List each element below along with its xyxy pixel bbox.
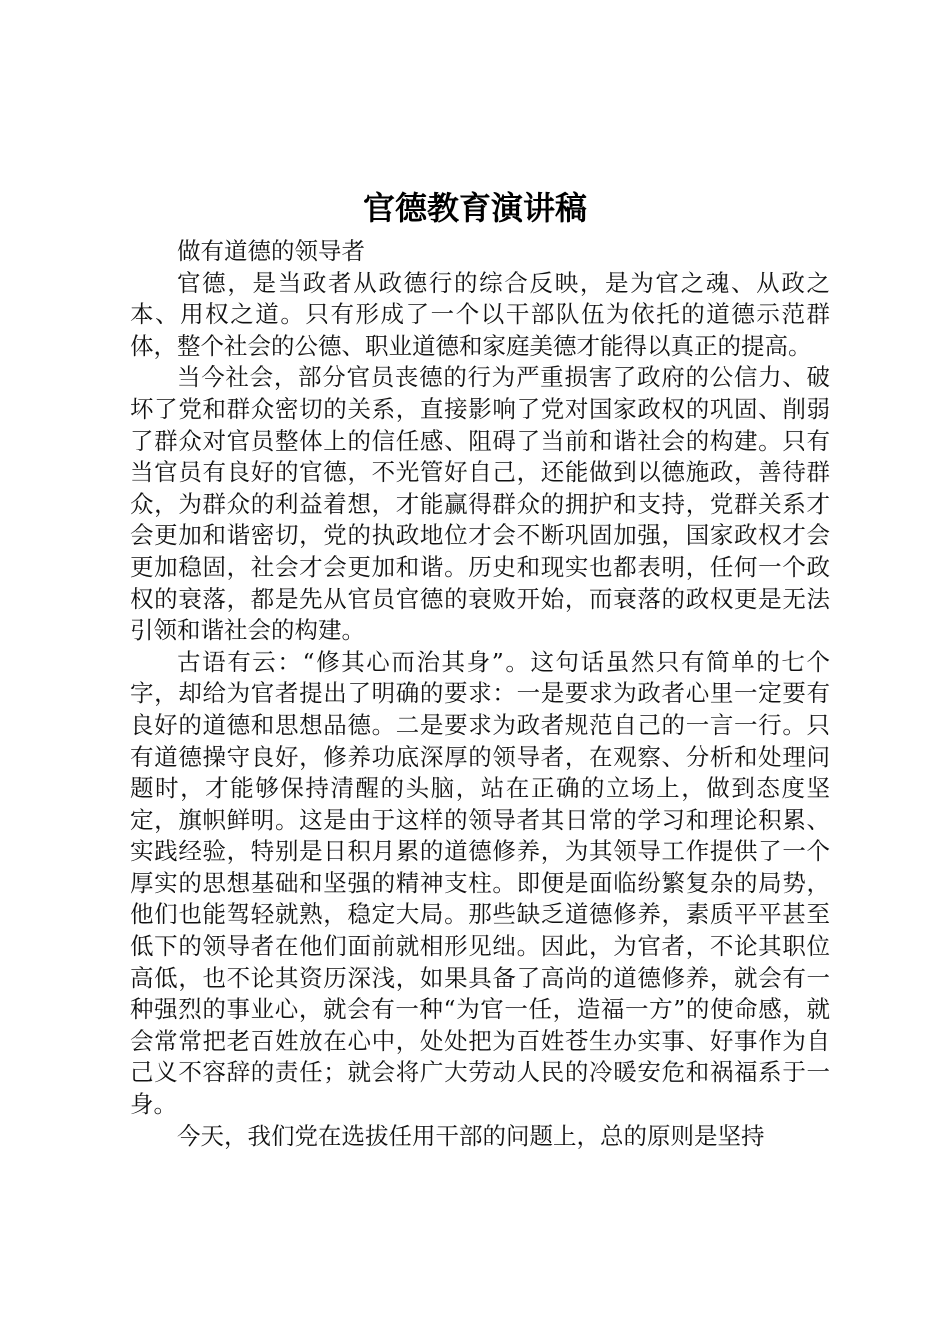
paragraph: 当今社会，部分官员丧德的行为严重损害了政府的公信力、破坏了党和群众密切的关系，直接影响了党对国家政权的巩固、削弱了群众对官员整体上的信任感、阻碍了当前和谐社会的构建。只有当官员有良好的官德，不光管好自己，还能做到以德施政，善待群众，为群众的利益着想，才能赢得群众的拥护和支持，党群关系才会更加和谐密切，党的执政地位才会不断巩固加强，国家政权才会更加稳固，社会才会更加和谐。历史和现实也都表明，任何一个政权的衰落，都是先从官员官德的衰败开始，而衰落的政权更是无法引领和谐社会的构建。 bbox=[130, 363, 830, 645]
paragraph: 官德，是当政者从政德行的综合反映，是为官之魂、从政之本、用权之道。只有形成了一个以干部队伍为依托的道德示范群体，整个社会的公德、职业道德和家庭美德才能得以真正的提高。 bbox=[130, 268, 830, 360]
document-subtitle: 做有道德的领导者 bbox=[177, 237, 365, 265]
document-title: 官德教育演讲稿 bbox=[362, 189, 587, 227]
document-body bbox=[130, 236, 830, 1152]
paragraph: 古语有云：“修其心而治其身”。这句话虽然只有简单的七个字，却给为官者提出了明确的要求：一是要求为政者心里一定要有良好的道德和思想品德。二是要求为政者规范自己的一言一行。只有道德操守良好，修养功底深厚的领导者，在观察、分析和处理问题时，才能够保持清醒的头脑，站在正确的立场上，做到态度坚定，旗帜鲜明。这是由于这样的领导者其日常的学习和理论积累、实践经验，特别是日积月累的道德修养，为其领导工作提供了一个厚实的思想基础和坚强的精神支柱。即便是面临纷繁复杂的局势，他们也能驾轻就熟，稳定大局。那些缺乏道德修养，素质平平甚至低下的领导者在他们面前就相形见绌。因此，为官者，不论其职位高低，也不论其资历深浅，如果具备了高尚的道德修养，就会有一种强烈的事业心，就会有一种“为官一任，造福一方”的使命感，就会常常把老百姓放在心中，处处把为百姓苍生办实事、好事作为自己义不容辞的责任；就会将广大劳动人民的冷暖安危和祸福系于一身。 bbox=[130, 647, 830, 1119]
paragraph: 今天，我们党在选拔任用干部的问题上，总的原则是坚持 bbox=[177, 1121, 765, 1150]
